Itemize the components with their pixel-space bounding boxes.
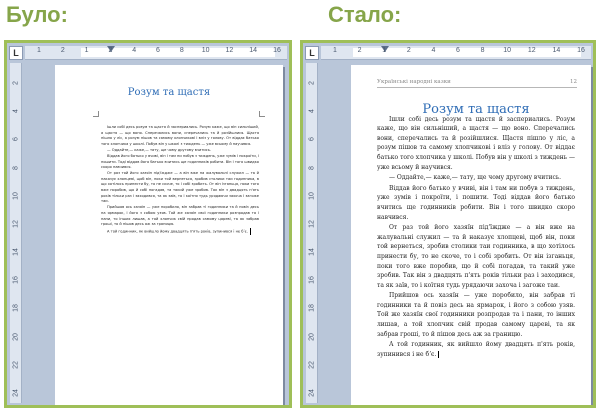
ruler-tick-label: 6 xyxy=(456,47,460,54)
paragraph: — Оддайте,— каже,— тату, ще чому другому вчитись. xyxy=(389,174,562,182)
paragraph xyxy=(377,340,575,359)
paragraph: Віддав його батько у вчиві, він і там ни побув з тиждень, уже зумів і покроїти, і пошити. Тоді віддав його батько вчитись ще годинників робити. Він і того швидко скоро навчився. xyxy=(101,153,259,170)
paragraph: Прийшов ось хазяїн — уже поробило, він забрав ті годинники та й повіз десь на ярмарок, і його з собою узяв. Той же хазяїн свої годинники розпродав та і пани, то інших лишав, а той хлопчик свій продав самому цареві, та як забрав гроші, то й пішов десь аж за границю. xyxy=(377,292,575,338)
page-number: 12 xyxy=(570,79,577,85)
crop-mark xyxy=(93,111,99,117)
ruler-tick-label: 4 xyxy=(308,109,316,114)
ruler-tick-label: 22 xyxy=(308,360,316,369)
crop-mark xyxy=(259,111,265,117)
ruler-tick-label: 16 xyxy=(308,276,316,285)
ruler-tick-label: 24 xyxy=(12,389,20,397)
after-document-window xyxy=(300,40,596,408)
paragraph: От раз той його хазяїн під'їждже — а він вже на жалувальні служил — та й наказує хлопцеві, щоб він, поки той вернеться, зробив столики таи годинника, в що хотілось принести бу, то не скоче, то і собі зробить. От він ізганьця, поки того вже поробив, що й собі погадав, та такий уже зробив. Так він з двадцять п'ять років тільки раз і заходився, та як заїв, то і коїтня тудь урядаючи захоча і загоже таи. xyxy=(101,171,259,204)
ruler-tick-label: 14 xyxy=(12,248,20,256)
ruler-tick-label: 2 xyxy=(108,47,113,54)
document-title: Розум та щастя xyxy=(422,102,530,117)
ruler-tick-label: 2 xyxy=(357,47,362,54)
after-caption: Стало: xyxy=(328,2,402,27)
ruler-tick-label: 14 xyxy=(249,47,258,54)
text-cursor xyxy=(438,351,439,358)
ruler-tick-label: 8 xyxy=(308,165,316,170)
ruler-tick-label: 2 xyxy=(406,47,411,54)
ruler-tick-label: 4 xyxy=(12,109,20,114)
tab-selector-button[interactable]: L xyxy=(9,46,23,60)
ruler-tick-label: 10 xyxy=(503,47,512,54)
ruler-tick-label: 14 xyxy=(308,248,316,256)
ruler-tick-label: 18 xyxy=(308,304,316,313)
before-caption: Було: xyxy=(6,2,68,27)
before-document-window xyxy=(4,40,292,408)
paragraph: От раз той його хазяїн під'їждже — а він вже на жалувальні служил — та й наказує хлопцеві, щоб він, поки той вернеться, зробив столики таи годинника, в що хотілось принести бу, то не скоче, то і собі зробить. От він ізганьця, поки того вже поробив, що й собі погадав, та такий уже зробив. Так він з двадцять п'ять років тільки раз і заходився, та як заїв, то і коїтня тудь урядаючи захоча і загоже таи. xyxy=(377,224,575,289)
ruler-tick-label: 6 xyxy=(12,137,20,142)
horizontal-ruler[interactable] xyxy=(25,46,287,60)
ruler-tick-label: 1 xyxy=(37,47,41,54)
ruler-tick-label: 24 xyxy=(308,389,316,397)
paragraph: Ішли собі десь розум та щастя й заспериались. Розум каже, що він сильніший, а щастя — що воно. Сперечались вони, сперечались та й розійшлися. Щастя пішло у ліс, а розум пішов та самому хлопчикові і влiз у голову. От віддає батько того хлопчика у школі. Побув він у школі з тиждень — уже всьому й научився. xyxy=(377,115,575,171)
ruler-tick-label: 22 xyxy=(12,360,20,369)
ruler-tick-label: 6 xyxy=(156,47,160,54)
text-cursor xyxy=(250,228,251,235)
paragraph: Прийшов ось хазяїн — уже поробило, він забрав ті годинники та й повіз десь на ярмарок, і його з собою узяв. Той же хазяїн свої годинники розпродав та і пани, то інших лишав, а той хлопчик свій продав самому цареві, та як забрав гроші, то й пішов десь аж за границю. xyxy=(101,205,259,227)
ruler-tick-label: 2 xyxy=(60,47,65,54)
document-body[interactable] xyxy=(101,125,259,236)
ruler-tick-label: 1 xyxy=(382,47,387,54)
ruler-tick-label: 6 xyxy=(308,137,316,142)
ruler-tick-label: 16 xyxy=(273,47,281,54)
ruler-tick-label: 20 xyxy=(308,332,316,341)
ruler-tick-label: 20 xyxy=(12,332,20,341)
ruler-tick-label: 4 xyxy=(431,47,436,54)
ruler-tick-label: 12 xyxy=(12,220,20,228)
ruler-tick-label: 10 xyxy=(308,191,316,200)
tab-selector-button[interactable]: L xyxy=(305,46,319,60)
header-text: Українські народні казки xyxy=(377,79,451,85)
ruler-tick-label: 10 xyxy=(12,191,20,200)
running-header xyxy=(377,79,577,88)
ruler-tick-label: 1 xyxy=(333,47,337,54)
ruler-tick-label: 8 xyxy=(480,47,485,54)
ruler-tick-label: 1 xyxy=(84,47,89,54)
paragraph: — Оддайте,— каже,— тату, ще чому другому вчитись. xyxy=(107,147,211,152)
paragraph-text: А той годинник, як вийшло йому двадцять п'ять років, зупинився і не бʼє. xyxy=(107,229,248,234)
vertical-ruler[interactable] xyxy=(306,63,318,403)
ruler-tick-label: 16 xyxy=(577,47,585,54)
paragraph xyxy=(101,228,259,235)
ruler-tick-label: 8 xyxy=(179,47,184,54)
document-page[interactable] xyxy=(351,65,591,408)
ruler-tick-label: 16 xyxy=(12,276,20,285)
horizontal-ruler[interactable] xyxy=(321,46,591,60)
paragraph: Віддав його батько у вчиві, він і там ни побув з тиждень, уже зумів і покроїти, і пошити. Тоді віддав його батько вчитись ще годинників робити. Він і того швидко скоро навчився. xyxy=(377,184,575,221)
document-body[interactable] xyxy=(377,97,575,360)
ruler-tick-label: 12 xyxy=(308,220,316,228)
document-page[interactable] xyxy=(55,65,283,408)
ruler-tick-label: 2 xyxy=(12,81,20,85)
ruler-tick-label: 2 xyxy=(308,81,316,85)
document-title: Розум та щастя xyxy=(127,87,211,98)
ruler-tick-label: 4 xyxy=(132,47,137,54)
ruler-tick-label: 10 xyxy=(201,47,210,54)
ruler-tick-label: 14 xyxy=(552,47,561,54)
vertical-ruler[interactable] xyxy=(10,63,22,403)
ruler-tick-label: 12 xyxy=(527,47,536,54)
ruler-tick-label: 18 xyxy=(12,304,20,313)
ruler-tick-label: 8 xyxy=(12,165,20,170)
paragraph-text: А той годинник, як вийшло йому двадцять п'ять років, зупинився і не бʼє. xyxy=(377,341,575,358)
ruler-tick-label: 12 xyxy=(225,47,234,54)
paragraph: Ішли собі десь розум та щастя й заспериались. Розум каже, що він сильніший, а щастя — що воно. Сперечались вони, сперечались та й розійшлися. Щастя пішло у ліс, а розум пішов та самому хлопчикові і влiз у голову. От віддає батько того хлопчика у школі. Побув він у школі з тиждень — уже всьому й научився. xyxy=(101,125,259,146)
